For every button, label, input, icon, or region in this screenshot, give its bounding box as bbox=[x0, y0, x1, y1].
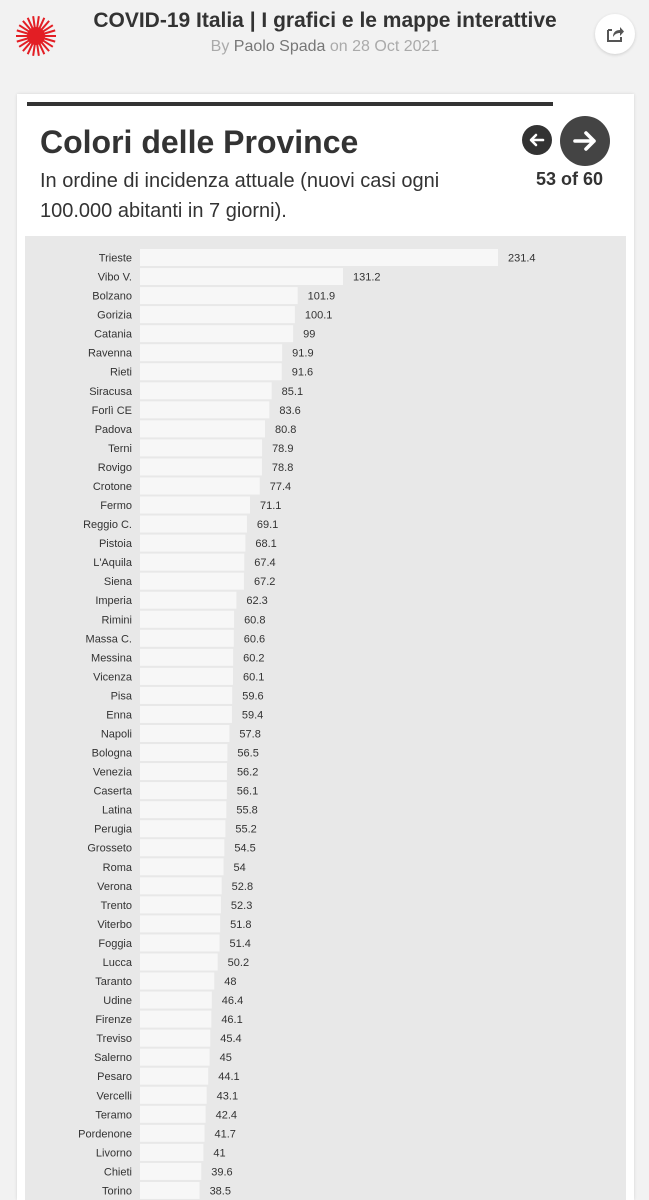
bar[interactable] bbox=[140, 953, 218, 970]
category-label: Catania bbox=[94, 328, 132, 341]
category-label: Foggia bbox=[98, 937, 132, 950]
publish-date: 28 Oct 2021 bbox=[352, 38, 440, 55]
value-label: 231.4 bbox=[508, 252, 536, 265]
category-label: Terni bbox=[108, 442, 132, 455]
value-label: 60.1 bbox=[242, 671, 265, 684]
bar[interactable] bbox=[140, 573, 244, 590]
category-label: Firenze bbox=[95, 1014, 132, 1027]
bar[interactable] bbox=[140, 1011, 211, 1028]
category-label: Gorizia bbox=[97, 309, 132, 322]
bar[interactable] bbox=[140, 535, 245, 552]
chart-title: Colori delle Province bbox=[40, 124, 359, 160]
category-label: Livorno bbox=[95, 1147, 132, 1160]
value-label: 85.1 bbox=[281, 385, 304, 398]
bar[interactable] bbox=[140, 306, 295, 323]
share-button[interactable] bbox=[595, 14, 635, 54]
bar[interactable] bbox=[140, 992, 212, 1009]
bar[interactable] bbox=[140, 420, 265, 437]
value-label: 42.4 bbox=[215, 1109, 238, 1122]
value-label: 45 bbox=[219, 1052, 232, 1065]
category-label: Imperia bbox=[95, 595, 132, 608]
bar[interactable] bbox=[140, 668, 233, 685]
category-label: Enna bbox=[106, 709, 132, 722]
value-label: 51.8 bbox=[230, 918, 252, 931]
category-label: Pordenone bbox=[78, 1128, 132, 1141]
bar[interactable] bbox=[140, 649, 233, 666]
byline-by: By bbox=[210, 38, 230, 55]
value-label: 62.3 bbox=[246, 595, 268, 608]
value-label: 54 bbox=[233, 861, 246, 874]
value-label: 52.3 bbox=[230, 899, 253, 912]
value-label: 39.6 bbox=[211, 1166, 233, 1179]
bar[interactable] bbox=[140, 344, 282, 361]
value-label: 38.5 bbox=[209, 1185, 231, 1198]
bar[interactable] bbox=[140, 820, 225, 837]
bar[interactable] bbox=[140, 554, 244, 571]
bar[interactable] bbox=[140, 1030, 210, 1047]
red-star-logo-icon[interactable] bbox=[14, 14, 58, 58]
category-label: Treviso bbox=[96, 1033, 132, 1046]
category-label: Rovigo bbox=[97, 461, 132, 474]
category-label: Pistoia bbox=[98, 538, 132, 551]
category-label: Verona bbox=[97, 880, 132, 893]
bar[interactable] bbox=[140, 782, 227, 799]
bar[interactable] bbox=[140, 401, 269, 418]
value-label: 41.7 bbox=[214, 1128, 236, 1141]
bar-chart bbox=[25, 236, 626, 1200]
value-label: 69.1 bbox=[256, 519, 279, 532]
value-label: 46.4 bbox=[221, 995, 244, 1008]
value-label: 77.4 bbox=[269, 480, 292, 493]
value-label: 91.6 bbox=[291, 366, 314, 379]
bar[interactable] bbox=[140, 1106, 206, 1123]
value-label: 60.2 bbox=[243, 652, 265, 665]
category-label: Trento bbox=[100, 899, 132, 912]
value-label: 80.8 bbox=[275, 423, 297, 436]
value-label: 44.1 bbox=[218, 1071, 240, 1084]
category-label: Viterbo bbox=[97, 918, 132, 931]
byline bbox=[70, 38, 580, 56]
category-label: Siena bbox=[103, 576, 132, 589]
category-label: Udine bbox=[103, 995, 132, 1008]
value-label: 83.6 bbox=[279, 404, 301, 417]
value-label: 52.8 bbox=[231, 880, 254, 893]
chart-subtitle: In ordine di incidenza attuale (nuovi casi ogni 100.000 abitanti in 7 giorni). bbox=[40, 170, 440, 222]
category-label: L'Aquila bbox=[93, 557, 132, 570]
value-label: 51.4 bbox=[229, 937, 251, 950]
category-label: Latina bbox=[102, 804, 132, 817]
category-label: Forlì CE bbox=[91, 404, 132, 417]
bar[interactable] bbox=[140, 915, 220, 932]
bar[interactable] bbox=[140, 516, 247, 533]
category-label: Trieste bbox=[98, 252, 132, 265]
category-label: Vibo V. bbox=[97, 271, 132, 284]
value-label: 50.2 bbox=[227, 956, 250, 969]
value-label: 59.6 bbox=[242, 690, 264, 703]
value-label: 57.8 bbox=[239, 728, 261, 741]
value-label: 59.4 bbox=[241, 709, 264, 722]
bar[interactable] bbox=[140, 896, 221, 913]
share-icon bbox=[605, 25, 625, 43]
bar[interactable] bbox=[140, 763, 227, 780]
site-header bbox=[0, 0, 649, 80]
value-label: 71.1 bbox=[259, 500, 282, 513]
value-label: 41 bbox=[213, 1147, 226, 1160]
bar[interactable] bbox=[140, 268, 343, 285]
bar[interactable] bbox=[140, 249, 498, 266]
value-label: 60.6 bbox=[243, 633, 266, 646]
category-label: Venezia bbox=[92, 766, 132, 779]
value-label: 45.4 bbox=[220, 1033, 242, 1046]
bar[interactable] bbox=[140, 382, 272, 399]
bar[interactable] bbox=[140, 934, 220, 951]
bar[interactable] bbox=[140, 1163, 201, 1180]
bar[interactable] bbox=[140, 858, 224, 875]
category-label: Roma bbox=[102, 861, 132, 874]
value-label: 48 bbox=[224, 976, 237, 989]
previous-slide-button[interactable] bbox=[522, 125, 552, 155]
category-label: Ravenna bbox=[87, 347, 132, 360]
bar[interactable] bbox=[140, 1182, 200, 1199]
bar[interactable] bbox=[140, 497, 250, 514]
story-card bbox=[17, 94, 634, 1200]
value-label: 43.1 bbox=[216, 1090, 239, 1103]
value-label: 99 bbox=[303, 328, 316, 341]
value-label: 101.9 bbox=[307, 290, 336, 303]
value-label: 55.8 bbox=[236, 804, 258, 817]
category-label: Padova bbox=[94, 423, 132, 436]
bar[interactable] bbox=[140, 687, 232, 704]
bar[interactable] bbox=[140, 877, 222, 894]
category-label: Chieti bbox=[103, 1166, 132, 1179]
category-label: Rimini bbox=[101, 614, 132, 627]
value-label: 78.8 bbox=[271, 461, 294, 474]
bar[interactable] bbox=[140, 801, 226, 818]
value-label: 67.2 bbox=[253, 576, 276, 589]
bar[interactable] bbox=[140, 744, 227, 761]
bar[interactable] bbox=[140, 1087, 207, 1104]
category-label: Siracusa bbox=[89, 385, 132, 398]
bar[interactable] bbox=[140, 725, 229, 742]
value-label: 46.1 bbox=[221, 1014, 243, 1027]
category-label: Bolzano bbox=[92, 290, 132, 303]
page-counter: 53 of 60 bbox=[535, 169, 604, 189]
value-label: 91.9 bbox=[292, 347, 314, 360]
bar[interactable] bbox=[140, 973, 214, 990]
value-label: 56.2 bbox=[236, 766, 259, 779]
category-label: Vicenza bbox=[93, 671, 132, 684]
bar[interactable] bbox=[140, 325, 293, 342]
bar[interactable] bbox=[140, 611, 234, 628]
value-label: 67.4 bbox=[254, 557, 276, 570]
next-slide-button[interactable] bbox=[560, 116, 610, 166]
category-label: Caserta bbox=[93, 785, 132, 798]
category-label: Massa C. bbox=[85, 633, 132, 646]
bar[interactable] bbox=[140, 630, 234, 647]
site-title[interactable]: COVID-19 Italia | I grafici e le mappe interattive bbox=[93, 9, 557, 32]
value-label: 54.5 bbox=[234, 842, 256, 855]
bar[interactable] bbox=[140, 1049, 210, 1066]
value-label: 78.9 bbox=[272, 442, 294, 455]
bar[interactable] bbox=[140, 1125, 205, 1142]
bar[interactable] bbox=[140, 287, 298, 304]
arrow-right-icon bbox=[572, 130, 598, 152]
card-top-rule bbox=[27, 102, 553, 106]
category-label: Torino bbox=[102, 1185, 132, 1198]
value-label: 55.2 bbox=[235, 823, 257, 836]
bar[interactable] bbox=[140, 839, 224, 856]
category-label: Reggio C. bbox=[83, 519, 132, 532]
bar[interactable] bbox=[140, 458, 262, 475]
bar[interactable] bbox=[140, 363, 282, 380]
byline-on: on bbox=[329, 38, 348, 55]
author-link[interactable]: Paolo Spada bbox=[233, 38, 326, 55]
category-label: Vercelli bbox=[96, 1090, 132, 1103]
category-label: Teramo bbox=[95, 1109, 132, 1122]
category-label: Messina bbox=[91, 652, 132, 665]
category-label: Pisa bbox=[110, 690, 132, 703]
arrow-left-icon bbox=[529, 133, 545, 147]
category-label: Fermo bbox=[100, 500, 132, 513]
category-label: Perugia bbox=[94, 823, 132, 836]
bar[interactable] bbox=[140, 477, 260, 494]
category-label: Salerno bbox=[94, 1052, 132, 1065]
category-label: Rieti bbox=[109, 366, 132, 379]
value-label: 60.8 bbox=[244, 614, 266, 627]
value-label: 100.1 bbox=[304, 309, 333, 322]
category-label: Taranto bbox=[95, 976, 132, 989]
bar[interactable] bbox=[140, 1144, 203, 1161]
category-label: Pesaro bbox=[97, 1071, 132, 1084]
value-label: 131.2 bbox=[352, 271, 381, 284]
bar[interactable] bbox=[140, 439, 262, 456]
bar[interactable] bbox=[140, 1068, 208, 1085]
value-label: 68.1 bbox=[255, 538, 277, 551]
value-label: 56.5 bbox=[237, 747, 259, 760]
category-label: Grosseto bbox=[87, 842, 132, 855]
bar[interactable] bbox=[140, 592, 236, 609]
bar[interactable] bbox=[140, 706, 232, 723]
category-label: Napoli bbox=[100, 728, 132, 741]
category-label: Bologna bbox=[91, 747, 132, 760]
value-label: 56.1 bbox=[236, 785, 259, 798]
category-label: Lucca bbox=[102, 956, 132, 969]
category-label: Crotone bbox=[92, 480, 132, 493]
chart-area bbox=[25, 236, 626, 1200]
